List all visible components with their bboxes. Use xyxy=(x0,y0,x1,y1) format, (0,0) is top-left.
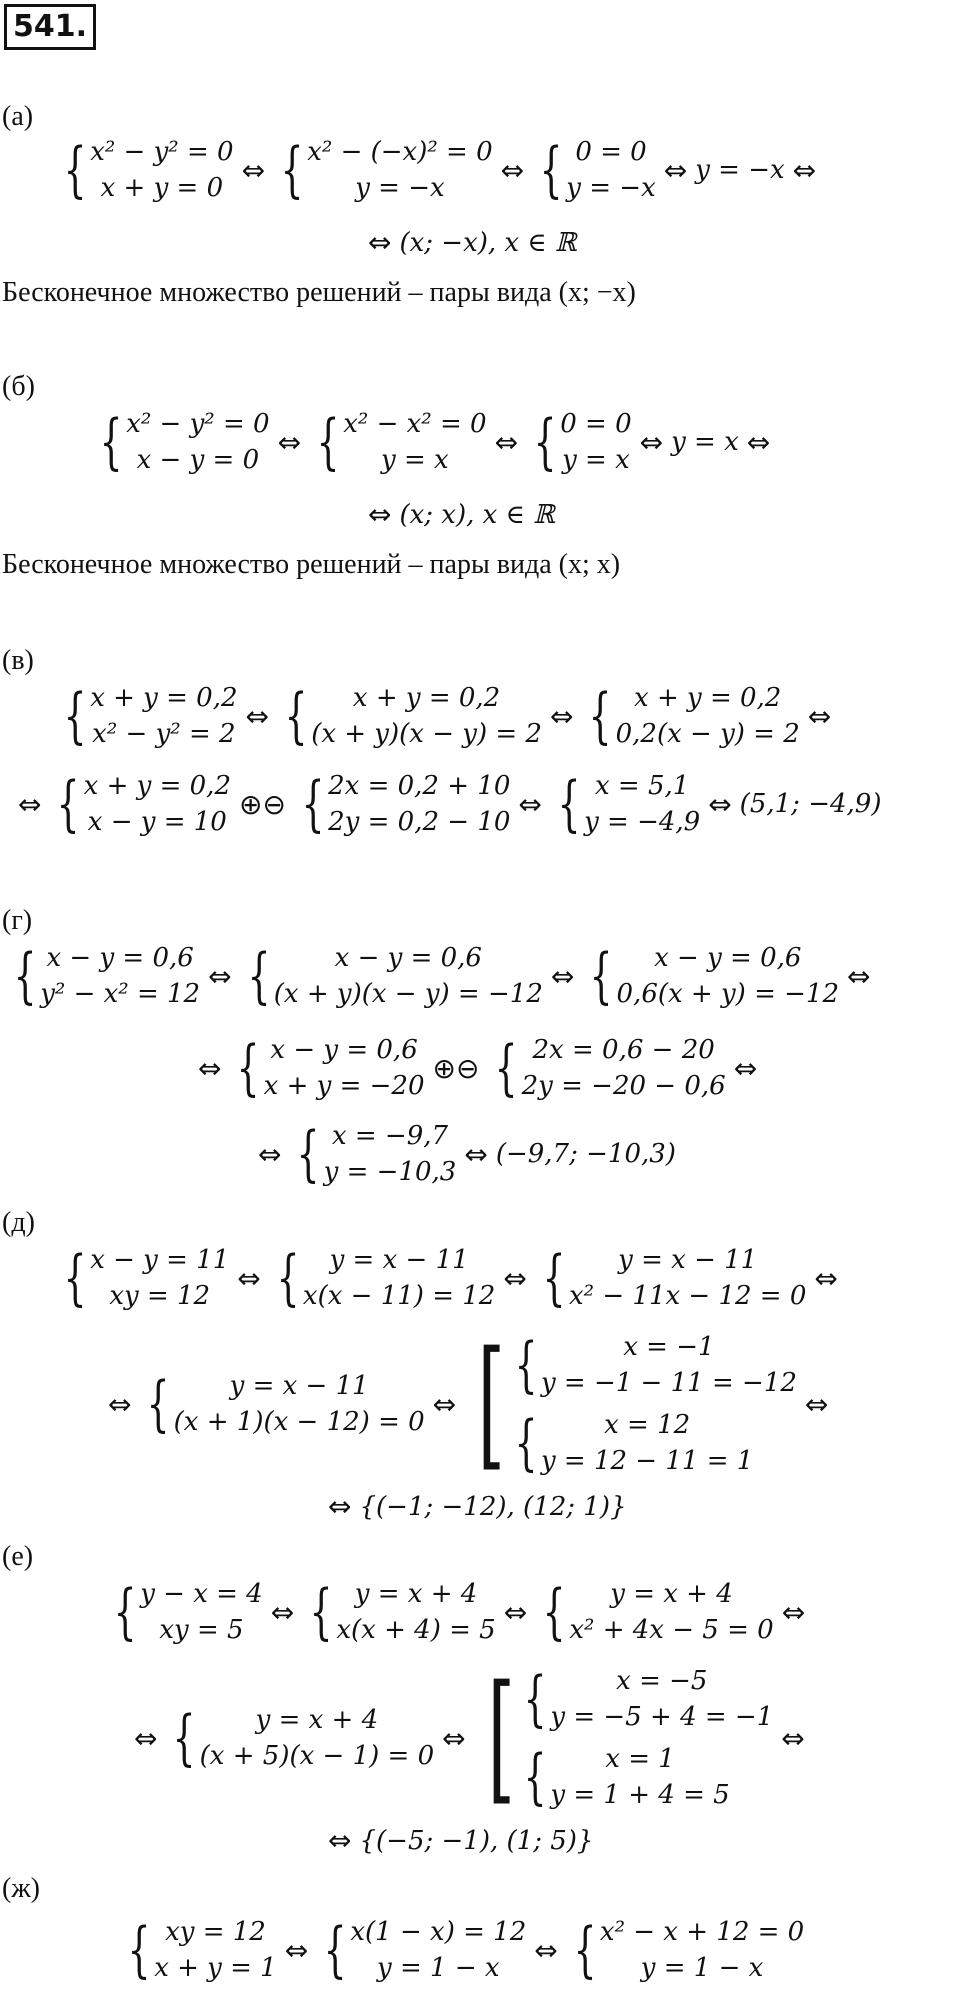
section-e-line1: { y − x = 4 xy = 5 ⇔ { y = x + 4 x(x + 4) = 5 ⇔ { y = x + 4 x² + 4x − 5 = 0 ⇔ xyxy=(106,1576,813,1648)
system: { x = 1 y = 1 + 4 = 5 xyxy=(523,1742,730,1812)
system: { 0 = 0 y = −x xyxy=(539,135,656,205)
add-subtract-equiv: ⊕⊖ xyxy=(239,787,286,821)
system: { y = x − 11 (x + 1)(x − 12) = 0 xyxy=(147,1369,425,1439)
system: { x² − x² = 0 y = x xyxy=(316,407,487,477)
section-e-line2: ⇔ { y = x + 4 (x + 5)(x − 1) = 0 ⇔ [ { x = −5 y = −5 + 4 = −1 { x = 1 y = 1 + 4 = 5 ⇔ xyxy=(134,1656,805,1819)
section-g-line3: ⇔ { x = −9,7 y = −10,3 ⇔ (−9,7; −10,3) xyxy=(258,1119,676,1189)
system: { y = x + 4 x(x + 4) = 5 xyxy=(309,1577,496,1647)
system: { x = 5,1 y = −4,9 xyxy=(557,769,701,839)
system: { x = −9,7 y = −10,3 xyxy=(297,1119,457,1189)
section-a-label: (а) xyxy=(2,101,34,132)
section-g-line1: { x − y = 0,6 y² − x² = 12 ⇔ { x − y = 0,6 (x + y)(x − y) = −12 ⇔ { x − y = 0,6 0,6(x + y) = −12 ⇔ xyxy=(6,940,878,1012)
section-a-note: Бесконечное множество решений – пары вида (x; −x) xyxy=(2,277,636,308)
system: { x² − y² = 0 x + y = 0 xyxy=(63,135,234,205)
system: { x + y = 0,2 x² − y² = 2 xyxy=(63,681,238,751)
section-d-label: (д) xyxy=(2,1207,35,1238)
section-a-line2: ⇔ (x; −x), x ∈ ℝ xyxy=(368,226,577,259)
system: { y = x + 4 (x + 5)(x − 1) = 0 xyxy=(173,1703,435,1773)
answer: {(−1; −12), (12; 1)} xyxy=(359,1491,627,1522)
equiv-symbol: ⇔ xyxy=(500,153,525,187)
system: { x² − y² = 0 x − y = 0 xyxy=(99,407,270,477)
system: { x − y = 11 xy = 12 xyxy=(63,1243,230,1313)
section-g-line2: ⇔ { x − y = 0,6 x + y = −20 ⊕⊖ { 2x = 0,6 − 20 2y = −20 − 0,6 ⇔ xyxy=(198,1033,758,1103)
answer: (−9,7; −10,3) xyxy=(495,1139,676,1169)
system: { x − y = 0,6 0,6(x + y) = −12 xyxy=(589,941,840,1011)
case-set: [ { x = −1 y = −1 − 11 = −12 { x = 12 y = 12 − 11 = 1 xyxy=(477,1322,797,1485)
section-zh-line1: { xy = 12 x + y = 1 ⇔ { x(1 − x) = 12 y = 1 − x ⇔ { x² − x + 12 = 0 y = 1 − x xyxy=(120,1914,804,1986)
system: { 2x = 0,2 + 10 2y = 0,2 − 10 xyxy=(301,769,511,839)
section-d-line1: { x − y = 11 xy = 12 ⇔ { y = x − 11 x(x − 11) = 12 ⇔ { y = x − 11 x² − 11x − 12 = 0 ⇔ xyxy=(56,1242,846,1314)
system: { x² − (−x)² = 0 y = −x xyxy=(280,135,493,205)
section-v-line2: ⇔ { x + y = 0,2 x − y = 10 ⊕⊖ { 2x = 0,2 + 10 2y = 0,2 − 10 ⇔ { x = 5,1 y = −4,9 ⇔ (5,1; −4,9) xyxy=(18,769,882,839)
system: { x − y = 0,6 y² − x² = 12 xyxy=(13,941,201,1011)
section-d-line2: ⇔ { y = x − 11 (x + 1)(x − 12) = 0 ⇔ [ { x = −1 y = −1 − 11 = −12 { x = 12 y = 12 − 11 = 1 ⇔ xyxy=(108,1322,829,1485)
equiv-symbol: ⇔ xyxy=(241,153,266,187)
section-d-line3: ⇔ {(−1; −12), (12; 1)} xyxy=(328,1490,627,1523)
section-v-line1: { x + y = 0,2 x² − y² = 2 ⇔ { x + y = 0,2 (x + y)(x − y) = 2 ⇔ { x + y = 0,2 0,2(x − y) = 2 ⇔ xyxy=(56,680,839,752)
section-g-label: (г) xyxy=(2,905,33,936)
system: { x + y = 0,2 x − y = 10 xyxy=(57,769,231,839)
add-subtract-equiv: ⊕⊖ xyxy=(432,1051,480,1085)
system: { x − y = 0,6 (x + y)(x − y) = −12 xyxy=(247,941,543,1011)
system: { x = −5 y = −5 + 4 = −1 xyxy=(523,1664,774,1734)
system: { x = 12 y = 12 − 11 = 1 xyxy=(514,1408,754,1478)
system: { x² − x + 12 = 0 y = 1 − x xyxy=(573,1915,805,1985)
system: { x(1 − x) = 12 y = 1 − x xyxy=(323,1915,527,1985)
system: { 2x = 0,6 − 20 2y = −20 − 0,6 xyxy=(495,1033,726,1103)
section-e-line3: ⇔ {(−5; −1), (1; 5)} xyxy=(328,1824,594,1857)
system: { y − x = 4 xy = 5 xyxy=(113,1577,263,1647)
system: { y = x − 11 x² − 11x − 12 = 0 xyxy=(542,1243,807,1313)
section-zh-label: (ж) xyxy=(2,1873,40,1904)
system: { y = x + 4 x² + 4x − 5 = 0 xyxy=(542,1577,774,1647)
system: { x + y = 0,2 0,2(x − y) = 2 xyxy=(589,681,800,751)
section-v-label: (в) xyxy=(2,645,34,676)
answer: {(−5; −1), (1; 5)} xyxy=(359,1825,594,1856)
system: { x = −1 y = −1 − 11 = −12 xyxy=(514,1330,797,1400)
system: { xy = 12 x + y = 1 xyxy=(127,1915,277,1985)
system: { y = x − 11 x(x − 11) = 12 xyxy=(276,1243,496,1313)
section-b-note: Бесконечное множество решений – пары вида (x; x) xyxy=(2,549,621,580)
result-expr: y = −x xyxy=(695,155,785,185)
section-e-label: (е) xyxy=(2,1541,34,1572)
section-b-line1: { x² − y² = 0 x − y = 0 ⇔ { x² − x² = 0 y = x ⇔ { 0 = 0 y = x ⇔ y = x ⇔ xyxy=(92,406,778,478)
section-b-label: (б) xyxy=(2,371,35,402)
solution-set: (x; −x), x ∈ ℝ xyxy=(399,227,577,258)
solution-set: (x; x), x ∈ ℝ xyxy=(399,499,555,530)
system: { 0 = 0 y = x xyxy=(533,407,632,477)
problem-number: 541. xyxy=(4,4,96,50)
system: { x − y = 0,6 x + y = −20 xyxy=(237,1033,425,1103)
result-expr: y = x xyxy=(671,427,739,457)
section-a-line1: { x² − y² = 0 x + y = 0 ⇔ { x² − (−x)² = 0 y = −x ⇔ { 0 = 0 y = −x ⇔ y = −x ⇔ xyxy=(56,134,824,206)
section-b-line2: ⇔ (x; x), x ∈ ℝ xyxy=(368,498,555,531)
answer: (5,1; −4,9) xyxy=(739,789,882,819)
system: { x + y = 0,2 (x + y)(x − y) = 2 xyxy=(284,681,542,751)
case-set: [ { x = −5 y = −5 + 4 = −1 { x = 1 y = 1 + 4 = 5 xyxy=(487,1656,774,1819)
